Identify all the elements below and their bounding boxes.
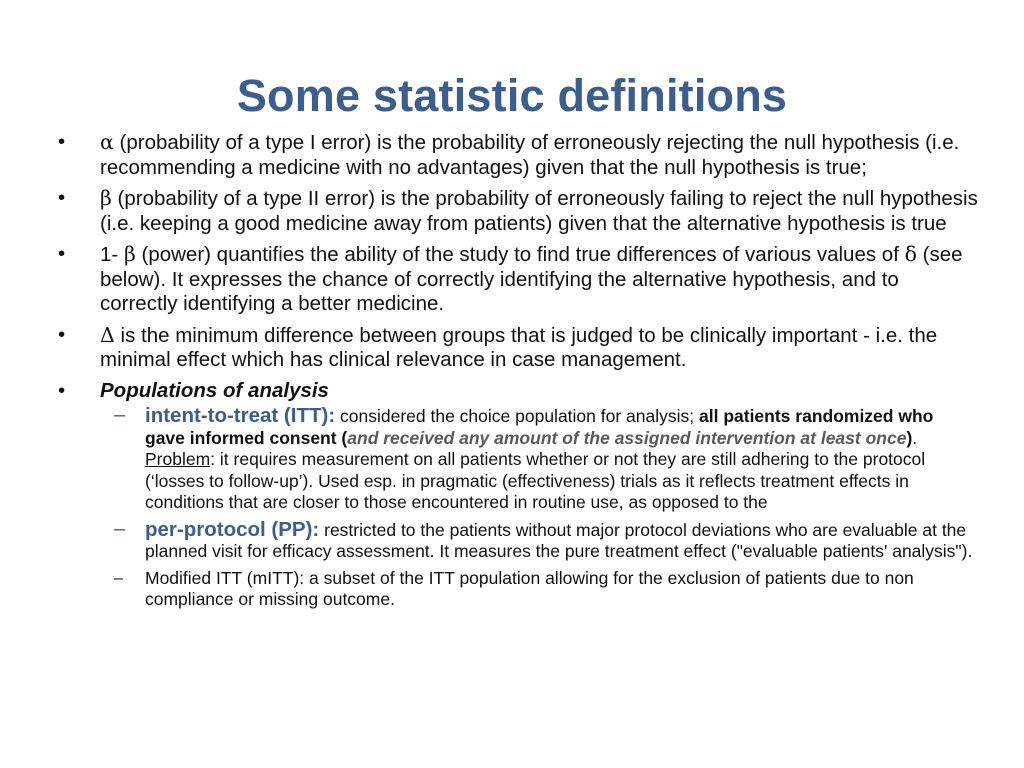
sub-bullet-mitt	[114, 568, 978, 611]
bullet-power	[58, 242, 978, 317]
sub-bullet-pp	[114, 519, 978, 563]
capital-delta-symbol: Δ	[100, 322, 115, 347]
bullet-text	[100, 242, 978, 317]
pp-definition: restricted to the patients without major protocol deviations who are evaluable at the planned visit for efficacy assessment. It measures the pure treatment effect ("evaluable patients' analysis").	[145, 519, 973, 561]
bullet-marker: •	[58, 186, 66, 209]
itt-italic: and received any amount of the assigned intervention at least once	[347, 427, 907, 448]
alpha-symbol: α	[100, 130, 114, 154]
slide-content	[58, 130, 978, 616]
bullet-marker: •	[58, 322, 66, 346]
bullet-marker: •	[58, 378, 66, 402]
itt-term: intent-to-treat (ITT):	[145, 404, 336, 427]
delta-symbol: δ	[904, 242, 917, 266]
mitt-definition: Modified ITT (mITT): a subset of the ITT population allowing for the exclusion of patients due to non compliance or missing outcome.	[145, 567, 914, 609]
pp-text	[145, 519, 978, 563]
bullet-populations	[58, 379, 978, 404]
beta-symbol: β	[123, 242, 136, 266]
beta-symbol: β	[100, 186, 112, 210]
slide-title: Some statistic definitions	[236, 70, 788, 121]
bullet-text	[100, 130, 978, 180]
alpha-definition: (probability of a type I error) is the probability of erroneously rejecting the null hypothesis (i.e. recommending a medicine with no advantages) given that the null hypothesis is true;	[100, 131, 960, 179]
dash-marker: –	[114, 517, 126, 540]
itt-problem: Problem	[145, 449, 211, 469]
beta-definition: (probability of a type II error) is the probability of erroneously failing to reject the null hypothesis (i.e. keeping a good medicine away from patients) given that the alternative hypothesis is true	[100, 187, 978, 235]
power-definition-b: (see below). It expresses the chance of correctly identifying the alternative hypothesis, and to correctly identifying a better medicine.	[100, 243, 963, 315]
bullet-delta	[58, 323, 978, 373]
sub-bullet-itt	[114, 405, 978, 514]
dash-marker: –	[114, 404, 126, 426]
bullet-beta	[58, 186, 978, 236]
bullet-marker: •	[58, 242, 66, 265]
itt-text-1: considered the choice population for analysis;	[335, 406, 699, 426]
bullet-alpha	[58, 130, 978, 180]
pp-term: per-protocol (PP):	[145, 517, 320, 541]
bullet-text	[100, 186, 978, 236]
power-prefix: 1-	[100, 243, 124, 266]
itt-text-3: : it requires measurement on all patients whether or not they are still adhering to the protocol (‘losses to follow-up’). Used esp. in pragmatic (effectiveness) trials as it reflects treatment effects in conditions that are closer to those encountered in routine use, as opposed to the	[145, 449, 926, 512]
dash-marker: –	[114, 569, 123, 587]
itt-bold: all patients randomized who gave informed consent (	[145, 406, 934, 448]
itt-text-2: .	[912, 427, 918, 448]
delta-definition: is the minimum difference between groups that is judged to be clinically important - i.e. the minimal effect which has clinical relevance in case management.	[100, 323, 938, 371]
power-definition-a: (power) quantifies the ability of the study to find true differences of various values of	[135, 243, 905, 266]
itt-text	[145, 405, 978, 514]
bullet-text	[100, 323, 978, 373]
populations-heading: Populations of analysis	[100, 378, 329, 402]
bullet-marker: •	[58, 130, 66, 153]
itt-bold-close: )	[906, 427, 913, 448]
